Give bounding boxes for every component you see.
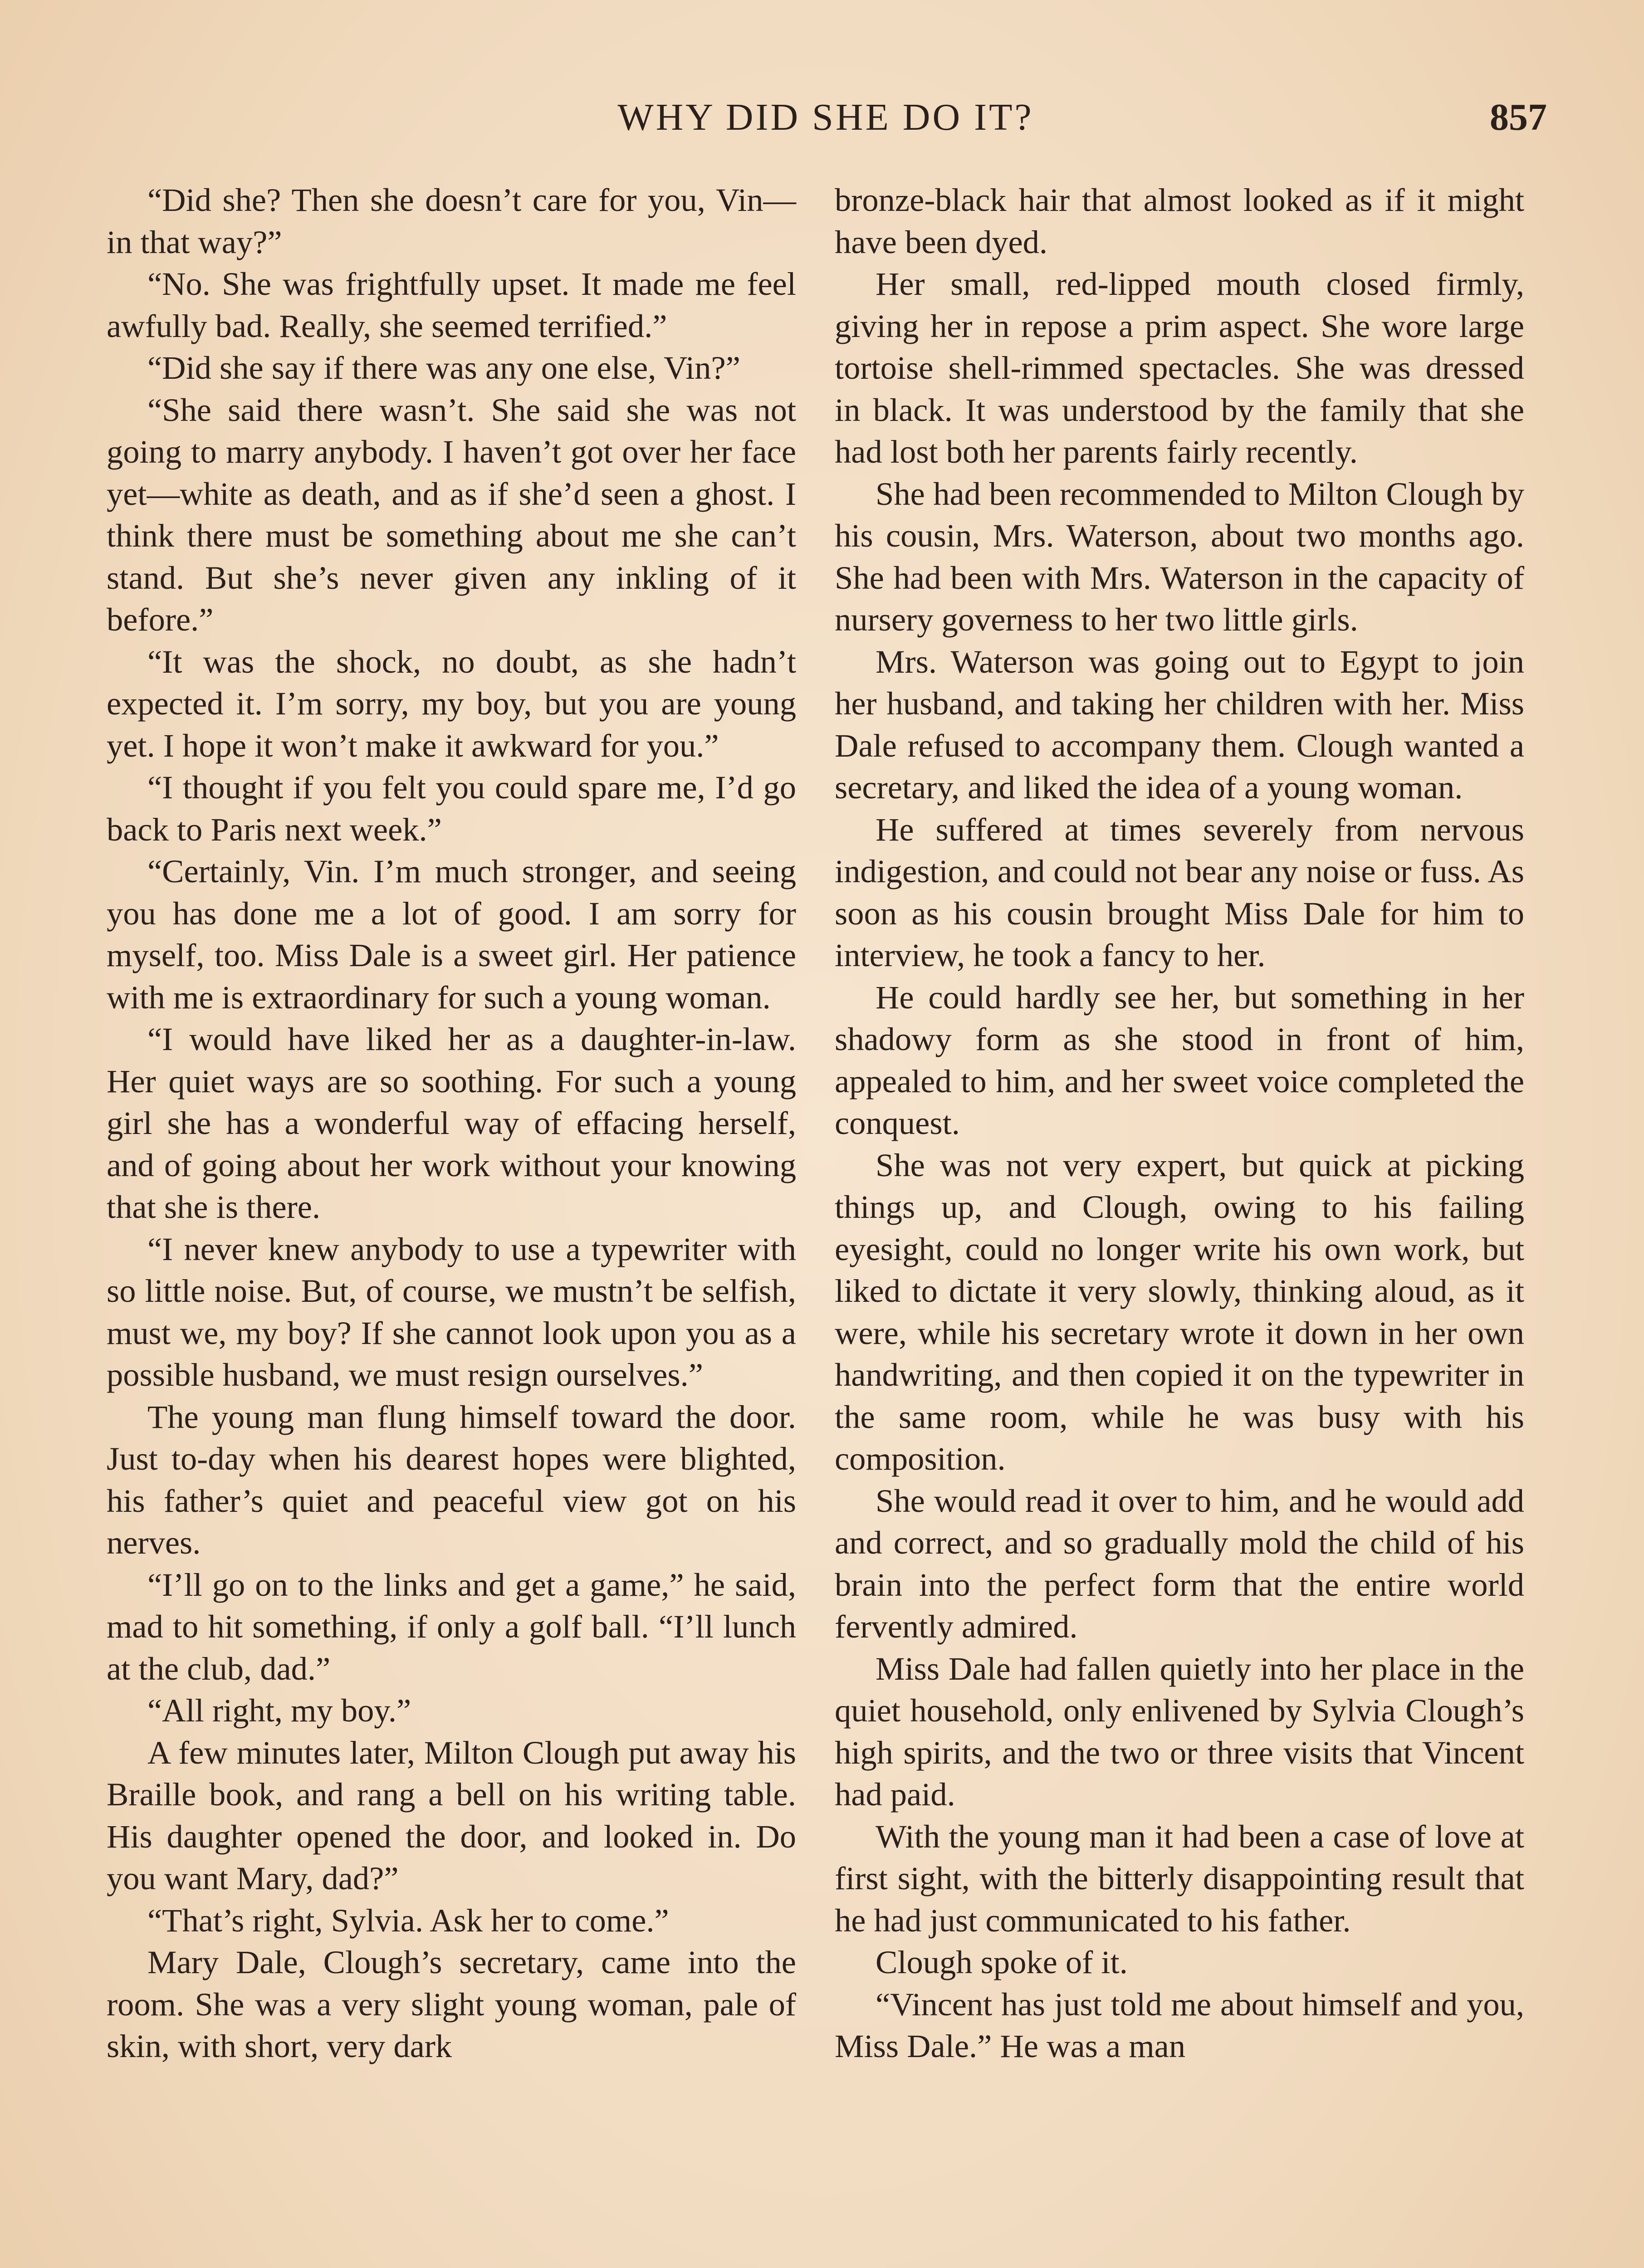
paragraph: The young man flung himself toward the door. Just to-day when his dearest hopes were blighted, his father’s quiet and peaceful view got on his nerves. (107, 1398, 796, 1561)
page-header (104, 95, 1547, 145)
paragraph: Miss Dale had fallen quietly into her place in the quiet household, only enlivened by Sylvia Clough’s high spirits, and the two or three visits that Vincent had paid. (835, 1650, 1524, 1813)
left-column (107, 179, 796, 2068)
paragraph: Mary Dale, Clough’s secretary, came into the room. She was a very slight young woman, pale of skin, with short, very dark (107, 1944, 796, 2064)
paragraph: With the young man it had been a case of love at first sight, with the bitterly disappointing result that he had just communicated to his father. (835, 1818, 1524, 1939)
paragraph: He suffered at times severely from nervous indigestion, and could not bear any noise or fuss. As soon as his cousin brought Miss Dale for him to interview, he took a fancy to her. (835, 811, 1524, 973)
paragraph: “All right, my boy.” (147, 1692, 411, 1729)
paragraph: “That’s right, Sylvia. Ask her to come.” (147, 1901, 669, 1939)
paragraph: “Did she say if there was any one else, Vin?” (147, 349, 740, 386)
paragraph: “I thought if you felt you could spare me, I’d go back to Paris next week.” (107, 769, 796, 848)
paragraph: “Certainly, Vin. I’m much stronger, and seeing you has done me a lot of good. I am sorry for myself, too. Miss Dale is a sweet girl. Her patience with me is extraordinary for such a young woman. (107, 853, 796, 1016)
paragraph: Her small, red-lipped mouth closed firmly, giving her in repose a prim aspect. She wore large tortoise shell-rimmed spectacles. She was dressed in black. It was understood by the family that she had lost both her parents fairly recently. (835, 265, 1524, 470)
paragraph: She was not very expert, but quick at picking things up, and Clough, owing to his failing eyesight, could no longer write his own work, but liked to dictate it very slowly, thinking aloud, as it were, while his secretary wrote it down in her own handwriting, and then copied it on the typewriter in the same room, while he was busy with his composition. (835, 1146, 1524, 1477)
right-column (835, 179, 1524, 2068)
paragraph: “I’ll go on to the links and get a game,” he said, mad to hit something, if only a golf ball. “I’ll lunch at the club, dad.” (107, 1566, 796, 1687)
paragraph: She had been recommended to Milton Clough by his cousin, Mrs. Waterson, about two months ago. She had been with Mrs. Waterson in the capacity of nursery governess to her two little girls. (835, 475, 1524, 638)
paragraph: “It was the shock, no doubt, as she hadn’t expected it. I’m sorry, my boy, but you are young yet. I hope it won’t make it awkward for you.” (107, 643, 796, 764)
paragraph: Clough spoke of it. (876, 1944, 1128, 1980)
paragraph: “Vincent has just told me about himself and you, Miss Dale.” He was a man (835, 1985, 1524, 2064)
paragraph: Mrs. Waterson was going out to Egypt to join her husband, and taking her children with her. Miss Dale refused to accompany them. Clough wanted a secretary, and liked the idea of a young woman. (835, 643, 1524, 806)
page-number: 857 (1490, 96, 1547, 138)
running-title: WHY DID SHE DO IT? (617, 96, 1034, 138)
paragraph-continuation: bronze-black hair that almost looked as if it might have been dyed. (835, 181, 1524, 260)
paragraph: A few minutes later, Milton Clough put away his Braille book, and rang a bell on his writing table. His daughter opened the door, and looked in. Do you want Mary, dad?” (107, 1734, 796, 1897)
paragraph: “No. She was frightfully upset. It made me feel awfully bad. Really, she seemed terrified.” (107, 265, 796, 344)
paragraph: She would read it over to him, and he would add and correct, and so gradually mold the child of his brain into the perfect form that the entire world fervently admired. (835, 1482, 1524, 1645)
paragraph: “She said there wasn’t. She said she was not going to marry anybody. I haven’t got over her face yet—white as death, and as if she’d seen a ghost. I think there must be something about me she can’t stand. But she’s never given any inkling of it before.” (107, 391, 796, 638)
paragraph: He could hardly see her, but something in her shadowy form as she stood in front of him, appealed to him, and her sweet voice completed the conquest. (835, 978, 1524, 1141)
paragraph: “I would have liked her as a daughter-in-law. Her quiet ways are so soothing. For such a young girl she has a wonderful way of effacing herself, and of going about her work without your knowing that she is there. (107, 1021, 796, 1225)
paragraph: “I never knew anybody to use a typewriter with so little noise. But, of course, we mustn’t be selfish, must we, my boy? If she cannot look upon you as a possible husband, we must resign ourselves.” (107, 1230, 796, 1393)
paragraph: “Did she? Then she doesn’t care for you, Vin—in that way?” (107, 181, 796, 260)
